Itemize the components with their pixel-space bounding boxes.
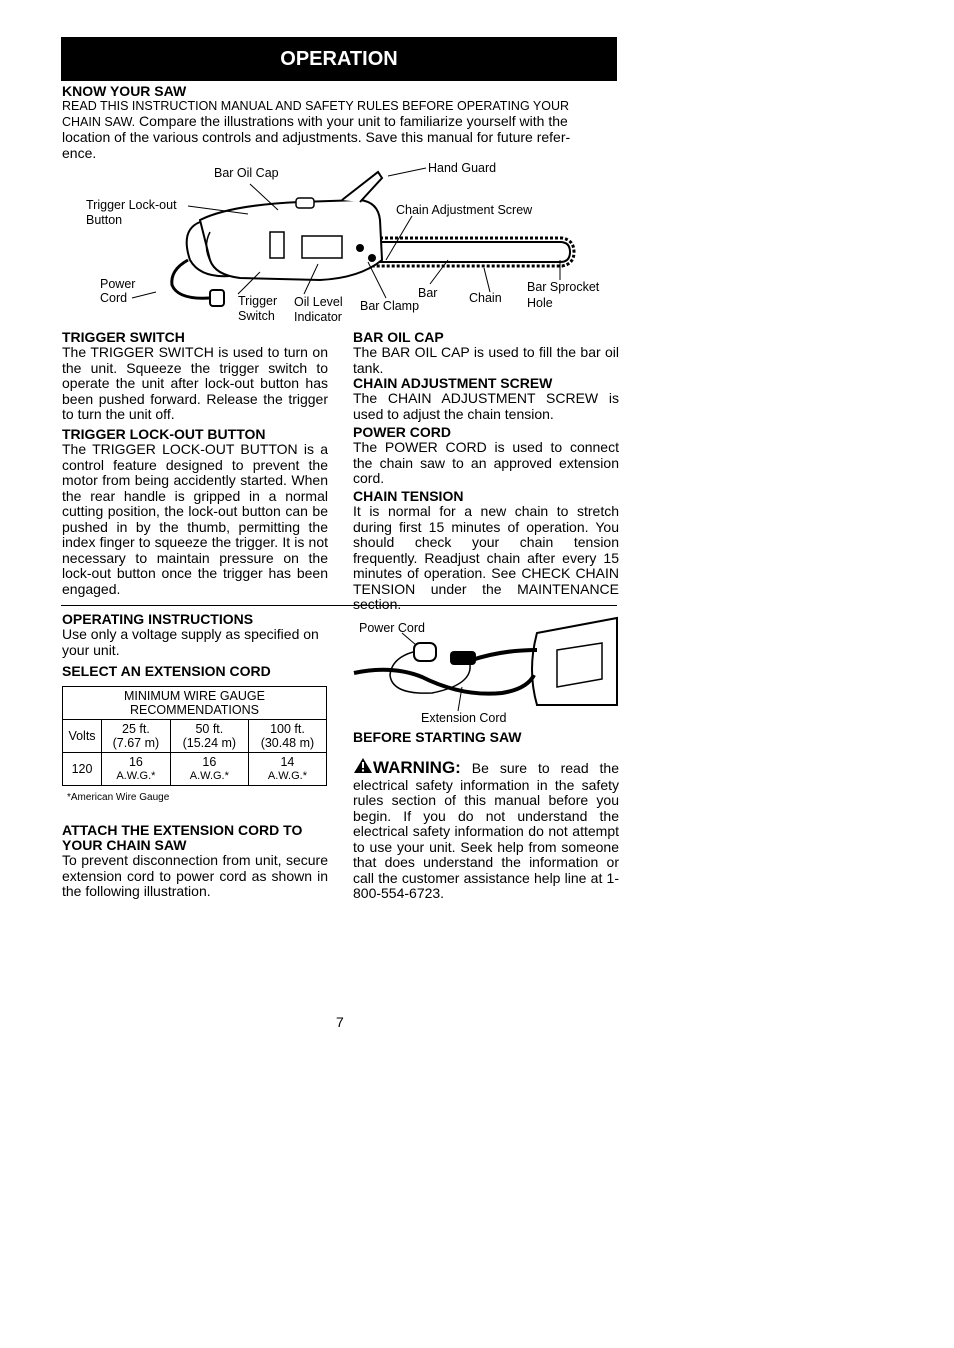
trigger-lockout-heading: TRIGGER LOCK-OUT BUTTON: [62, 426, 266, 442]
volts-value: 120: [63, 753, 102, 786]
wire-gauge-table: [62, 686, 327, 786]
gauge-unit: A.W.G.*: [116, 770, 156, 782]
label-bar-sprocket-2: Hole: [527, 296, 553, 310]
warning-text: [353, 757, 619, 902]
label-bar-oil-cap: Bar Oil Cap: [214, 166, 279, 180]
length-100: [248, 720, 326, 753]
gauge-100: [248, 753, 326, 786]
label-trigger-lockout-2: Button: [86, 213, 123, 227]
know-your-saw-line2-text: Compare the illustrations with your unit to familiarize yourself with the: [135, 113, 568, 129]
warning-label: WARNING:: [373, 758, 461, 777]
table-title-line1: MINIMUM WIRE GAUGE: [124, 689, 265, 703]
length-25: [102, 720, 171, 753]
chain-tension-body: It is normal for a new chain to stretch during first 15 minutes of operation. You should check your chain tension frequently. Readjust chain after every 15 minutes of operation. See CHECK CHAIN TENSION under the MAINTENANCE section.: [353, 503, 619, 612]
table-title-line2: RECOMMENDATIONS: [130, 703, 259, 717]
metric-value: (30.48 m): [260, 736, 315, 750]
know-your-saw-heading: KNOW YOUR SAW: [62, 83, 187, 99]
label-hand-guard: Hand Guard: [428, 161, 497, 175]
page-title: OPERATION: [61, 37, 617, 81]
label-bar-sprocket-1: Bar Sprocket: [527, 280, 600, 294]
chain-adjustment-body: The CHAIN ADJUSTMENT SCREW is used to adjust the chain tension.: [353, 390, 619, 422]
label-trigger-lockout-1: Trigger Lock-out: [86, 198, 177, 212]
before-starting-heading: BEFORE STARTING SAW: [353, 729, 522, 745]
length-value: 50 ft.: [195, 722, 224, 736]
gauge-50: [170, 753, 248, 786]
label-bar-clamp: Bar Clamp: [360, 299, 420, 313]
power-cord-heading: POWER CORD: [353, 424, 451, 440]
table-footnote: *American Wire Gauge: [67, 792, 170, 803]
label-oil-level-2: Indicator: [294, 310, 342, 324]
metric-value: (7.67 m): [112, 736, 160, 750]
bar-oil-cap-heading: BAR OIL CAP: [353, 329, 444, 345]
trigger-switch-body: The TRIGGER SWITCH is used to turn on the unit. Squeeze the trigger switch to operate the unit after lock-out button has been pushed forward. Release the trigger to turn the unit off.: [62, 344, 328, 422]
gauge-value: 14: [280, 755, 295, 769]
attach-heading-1: ATTACH THE EXTENSION CORD TO: [62, 822, 303, 838]
length-value: 25 ft.: [122, 722, 150, 736]
chain-tension-heading: CHAIN TENSION: [353, 488, 464, 504]
bar-oil-cap-body: The BAR OIL CAP is used to fill the bar oil tank.: [353, 344, 619, 376]
label-power-cord-2: Cord: [100, 291, 128, 305]
gauge-unit: A.W.G.*: [267, 770, 307, 782]
length-value: 100 ft.: [270, 722, 305, 736]
trigger-switch-heading: TRIGGER SWITCH: [62, 329, 185, 345]
attach-heading-2: YOUR CHAIN SAW: [62, 837, 187, 853]
chain-saw-term: CHAIN SAW.: [62, 115, 136, 129]
operating-body: Use only a voltage supply as specified on your unit.: [62, 626, 319, 658]
label-power-cord-1: Power: [100, 277, 136, 291]
label-chain-adjustment-screw: Chain Adjustment Screw: [396, 203, 533, 217]
metric-value: (15.24 m): [182, 736, 237, 750]
chain-adjustment-heading: CHAIN ADJUSTMENT SCREW: [353, 375, 553, 391]
length-50: [170, 720, 248, 753]
label-power-cord: Power Cord: [359, 621, 425, 635]
attach-body: To prevent disconnection from unit, secure extension cord to power cord as shown in the following illustration.: [62, 852, 328, 899]
warning-body: Be sure to read the electrical safety information in the safety rules section of this manual before you begin. If you do not understand the electrical safety information do not attempt to use your unit. Seek help from someone that does understand the information or call the customer assistance help line at 1-800-554-6723.: [353, 760, 620, 901]
table-row: [63, 687, 327, 720]
know-your-saw-line1: READ THIS INSTRUCTION MANUAL AND SAFETY RULES BEFORE OPERATING YOUR: [62, 99, 570, 113]
section-divider: [61, 605, 617, 606]
warning-icon: [353, 757, 373, 778]
know-your-saw-line4: ence.: [62, 145, 97, 161]
gauge-unit: A.W.G.*: [189, 770, 229, 782]
gauge-25: [102, 753, 171, 786]
power-cord-body: The POWER CORD is used to connect the chain saw to an approved extension cord.: [353, 439, 619, 486]
table-title: [63, 687, 327, 720]
warning-block: [353, 757, 619, 902]
table-row: [63, 753, 327, 786]
label-trigger-switch-2: Switch: [238, 309, 275, 323]
table-row: [63, 720, 327, 753]
gauge-value: 16: [128, 755, 143, 769]
label-chain: Chain: [469, 291, 502, 305]
operating-heading: OPERATING INSTRUCTIONS: [62, 611, 254, 627]
extension-cord-heading: SELECT AN EXTENSION CORD: [62, 663, 271, 679]
trigger-lockout-body: The TRIGGER LOCK-OUT BUTTON is a control feature designed to prevent the motor from being accidently started. When the rear handle is gripped in a normal cutting position, the lock-out button can be pushed in by the thumb, permitting the index finger to squeeze the trigger. It is not necessary to maintain pressure on the lock-out button once the trigger has been engaged.: [62, 441, 328, 597]
know-your-saw-line3: location of the various controls and adjustments. Save this manual for future refer-: [62, 129, 571, 145]
label-bar: Bar: [418, 286, 438, 300]
label-oil-level-1: Oil Level: [294, 295, 343, 309]
label-extension-cord: Extension Cord: [421, 711, 507, 725]
gauge-value: 16: [202, 755, 217, 769]
volts-label: Volts: [63, 720, 102, 753]
page-number: 7: [336, 1014, 344, 1030]
label-trigger-switch-1: Trigger: [238, 294, 278, 308]
